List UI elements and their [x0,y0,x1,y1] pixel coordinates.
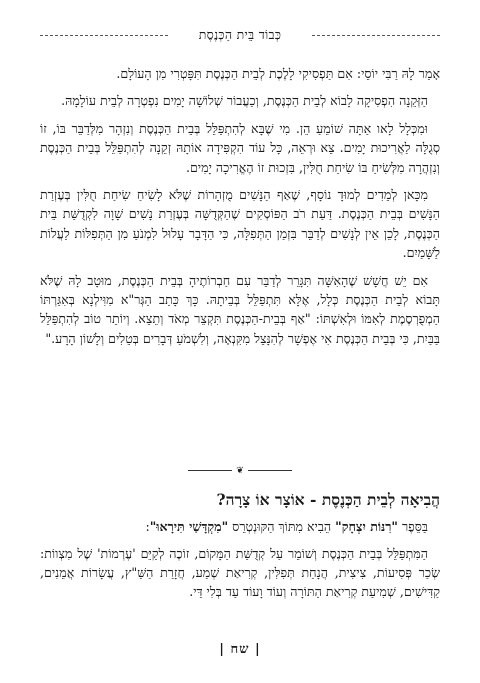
book-title: "רִנּוֹת יִצְחָק" [335,519,398,534]
intro-middle: הֵבִיא מִתּוֹךְ הַקּוּנְטְרֵס [228,519,336,534]
main-text [40,64,440,356]
section-divider [188,465,292,477]
paragraph-5: אִם יֵשׁ חֲשָׁשׁ שֶׁהָאִשָּׁה תִּגָּרֵר לְדַבֵּר עִם חַבְרוֹתֶיהָ בְּבֵית הַכְּנֶסֶת, מוּטָב לָהּ שֶׁלֹּא תָּבוֹא לְבֵית הַכְּנֶסֶת כְּלָל, אֶלָּא תִּתְפַּלֵּל בְּבֵיתָהּ. כָּךְ כָּתַב הַגְּר"א מִוִּילְנָא בְּאִגַּרְתּוֹ הַמְפֻרְסֶמֶת לְאִמּוֹ וּלְאִשְׁתּוֹ: "אַף בְּבֵית-הַכְּנֶסֶת תִּקְצֵר מְאֹד וְתֵצֵא. וְיוֹתֵר טוֹב לְהִתְפַּלֵּל בַּבַּיִת, כִּי בְּבֵית הַכְּנֶסֶת אִי אֶפְשָׁר לְהִנָּצֵל מִקִּנְאָה, וְלִשְׁמֹעַ דְּבָרִים בְּטֵלִים וְלָשׁוֹן הָרָע." [40,272,440,346]
intro-suffix: : [145,519,150,534]
running-header-title: כְּבוֹד בֵּית הַכְּנֶסֶת [198,27,282,42]
paragraph-4: מִכָּאן לְמֵדִים לְמוּדָ נוֹסָף, שֶׁאַף הַנָּשִׁים מֻזְהָרוֹת שֶׁלֹּא לָשִׂיחַ שִׂיחַת חֻלִּין בְּעֶזְרַת הַנָּשִׁים בְּבֵית הַכְּנֶסֶת. דַּעַת רֹב הַפּוֹסְקִים שֶׁהַקְּדֻשָּׁה בְּעֶזְרַת נָשִׁים שָׁוָה לִקְדֻשַּׁת בֵּית הַכְּנֶסֶת, לָכֵן אֵין לְנָשִׁים לְדַבֵּר בִּזְמַן הַתְּפִלָּה, כִּי הַדָּבָר עָלוּל לִמְנֹעַ מִן הַתְּפִלּוֹת לַעֲלוֹת לַשָּׁמַיִם. [40,187,440,261]
section-body: הַמִּתְפַּלֵּל בְּבֵית הַכְּנֶסֶת וְשׁוֹמֵר עַל קְדֻשַּׁת הַמָּקוֹם, זוֹכֶה לְקַיֵּם 'עֶרְמוֹת' שֶׁל מִצְווֹת: שְׂכַר פְּסִיעוֹת, צִיצִית, הֲנָחַת תְּפִלִּין, קְרִיאַת שְׁמַע, חֲזָרַת הַשַּׁ"ץ, עֲשָׂרוֹת אֲמֵנִים, קַדִּישִׁים, שְׁמִיעַת קְרִיאַת הַתּוֹרָה וְעוֹד וָעוֹד עַד בְּלִי דַּי. [40,546,440,600]
section [40,489,440,602]
header-rule-right [312,35,440,36]
paragraph-1: אָמַר לָהּ רַבִּי יוֹסֵי: אִם תַּפְסִיקִי לָלֶכֶת לְבֵית הַכְּנֶסֶת תִּפָּטְרִי מִן הָעוֹלָם. [116,66,440,81]
divider-ornament-icon: ❦ [236,466,244,476]
running-header [40,26,440,44]
page-number: | שח | [219,642,261,657]
paragraph-3: וּמִכְּלָל לָאו אַתָּה שׁוֹמֵעַ הֵן. מִי שֶׁבָּא לְהִתְפַּלֵּל בְּבֵית הַכְּנֶסֶת וְנִזְהָר מִלְּדַבֵּר בּוֹ, זוֹ סְגֻלָּה לַאֲרִיכוּת יָמִים. צֵא וּרְאֵה, כָּל עוֹד הִקְפִּידָה אוֹתָהּ זְקֵנָה לְהִתְפַּלֵּל בְּבֵית הַכְּנֶסֶת וְנִזְהֲרָה מִלְּשִׂיחַ בּוֹ שִׂיחַת חֻלִּין, בִּזְכוּת זוֹ הֶאֱרִיכָה יָמִים. [40,120,440,175]
intro-prefix: בַּסֵּפֶר [397,519,428,534]
booklet-title: "מִקְדָּשַׁי תִּירָאוּ" [149,519,229,534]
section-title: הֲבִיאָה לְבֵית הַכְּנֶסֶת - אוֹצָר אוֹ צָרָה? [216,490,440,509]
section-intro [40,517,440,536]
divider-line-right [248,470,292,471]
paragraph-2: הַזְּקֵנָה הִפְסִיקָה לָבוֹא לְבֵית הַכְּנֶסֶת, וְכַעֲבוֹר שְׁלוֹשָׁה יָמִים נִפְטְרָה לְבֵית עוֹלָמָהּ. [61,93,428,109]
divider-line-left [188,470,232,471]
